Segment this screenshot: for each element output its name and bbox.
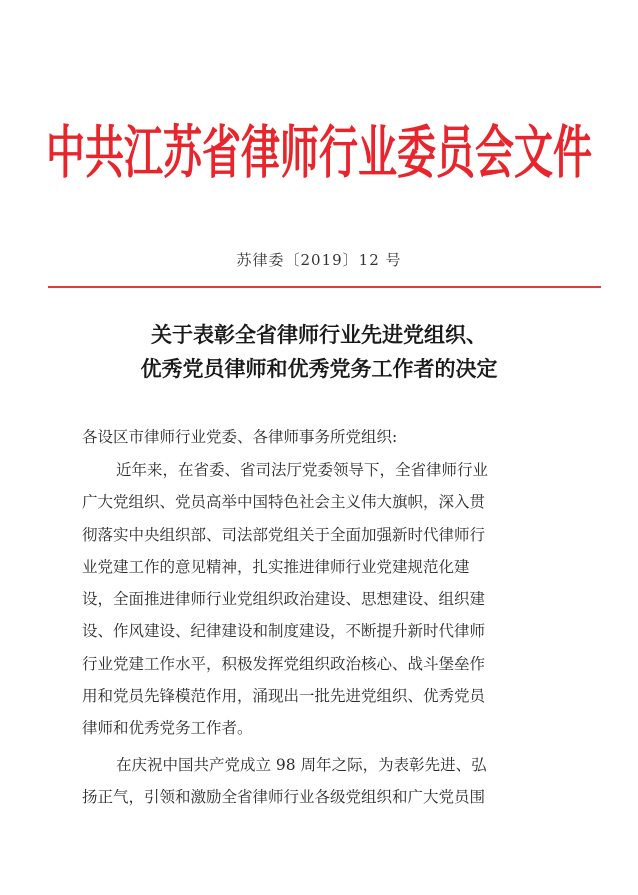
paragraph-line: 在庆祝中国共产党成立 98 周年之际，为表彰先进、弘 — [116, 756, 487, 774]
paragraph-line: 广大党组织、党员高举中国特色社会主义伟大旗帜，深入贯 — [82, 493, 486, 512]
issuer-header: 中共江苏省律师行业委员会文件 — [45, 121, 592, 187]
title-line-2: 优秀党员律师和优秀党务工作者的决定 — [140, 356, 498, 381]
document-title — [0, 318, 638, 386]
paragraph-line: 设，全面推进律师行业党组织政治建设、思想建设、组织建 — [82, 590, 486, 609]
paragraph-line: 设、作风建设、纪律建设和制度建设，不断提升新时代律师 — [82, 622, 486, 641]
salutation: 各设区市律师行业党委、各律师事务所党组织: — [82, 428, 398, 446]
document-number: 苏律委〔2019〕12 号 — [236, 251, 402, 269]
paragraph-line: 用和党员先锋模范作用，涌现出一批先进党组织、优秀党员 — [82, 687, 486, 706]
paragraph-line: 行业党建工作水平，积极发挥党组织政治核心、战斗堡垒作 — [82, 654, 486, 673]
paragraph-line: 近年来，在省委、省司法厅党委领导下，全省律师行业 — [116, 461, 489, 479]
paragraph-line: 扬正气，引领和激励全省律师行业各级党组织和广大党员围 — [82, 788, 486, 807]
title-line-1: 关于表彰全省律师行业先进党组织、 — [151, 322, 487, 347]
paragraph-line: 律师和优秀党务工作者。 — [82, 719, 253, 738]
paragraph-1 — [82, 454, 578, 745]
paragraph-line: 业党建工作的意见精神，扎实推进律师行业党建规范化建 — [82, 557, 470, 576]
paragraph-2 — [82, 749, 578, 814]
paragraph-line: 彻落实中央组织部、司法部党组关于全面加强新时代律师行 — [82, 525, 486, 544]
red-divider — [48, 286, 601, 288]
